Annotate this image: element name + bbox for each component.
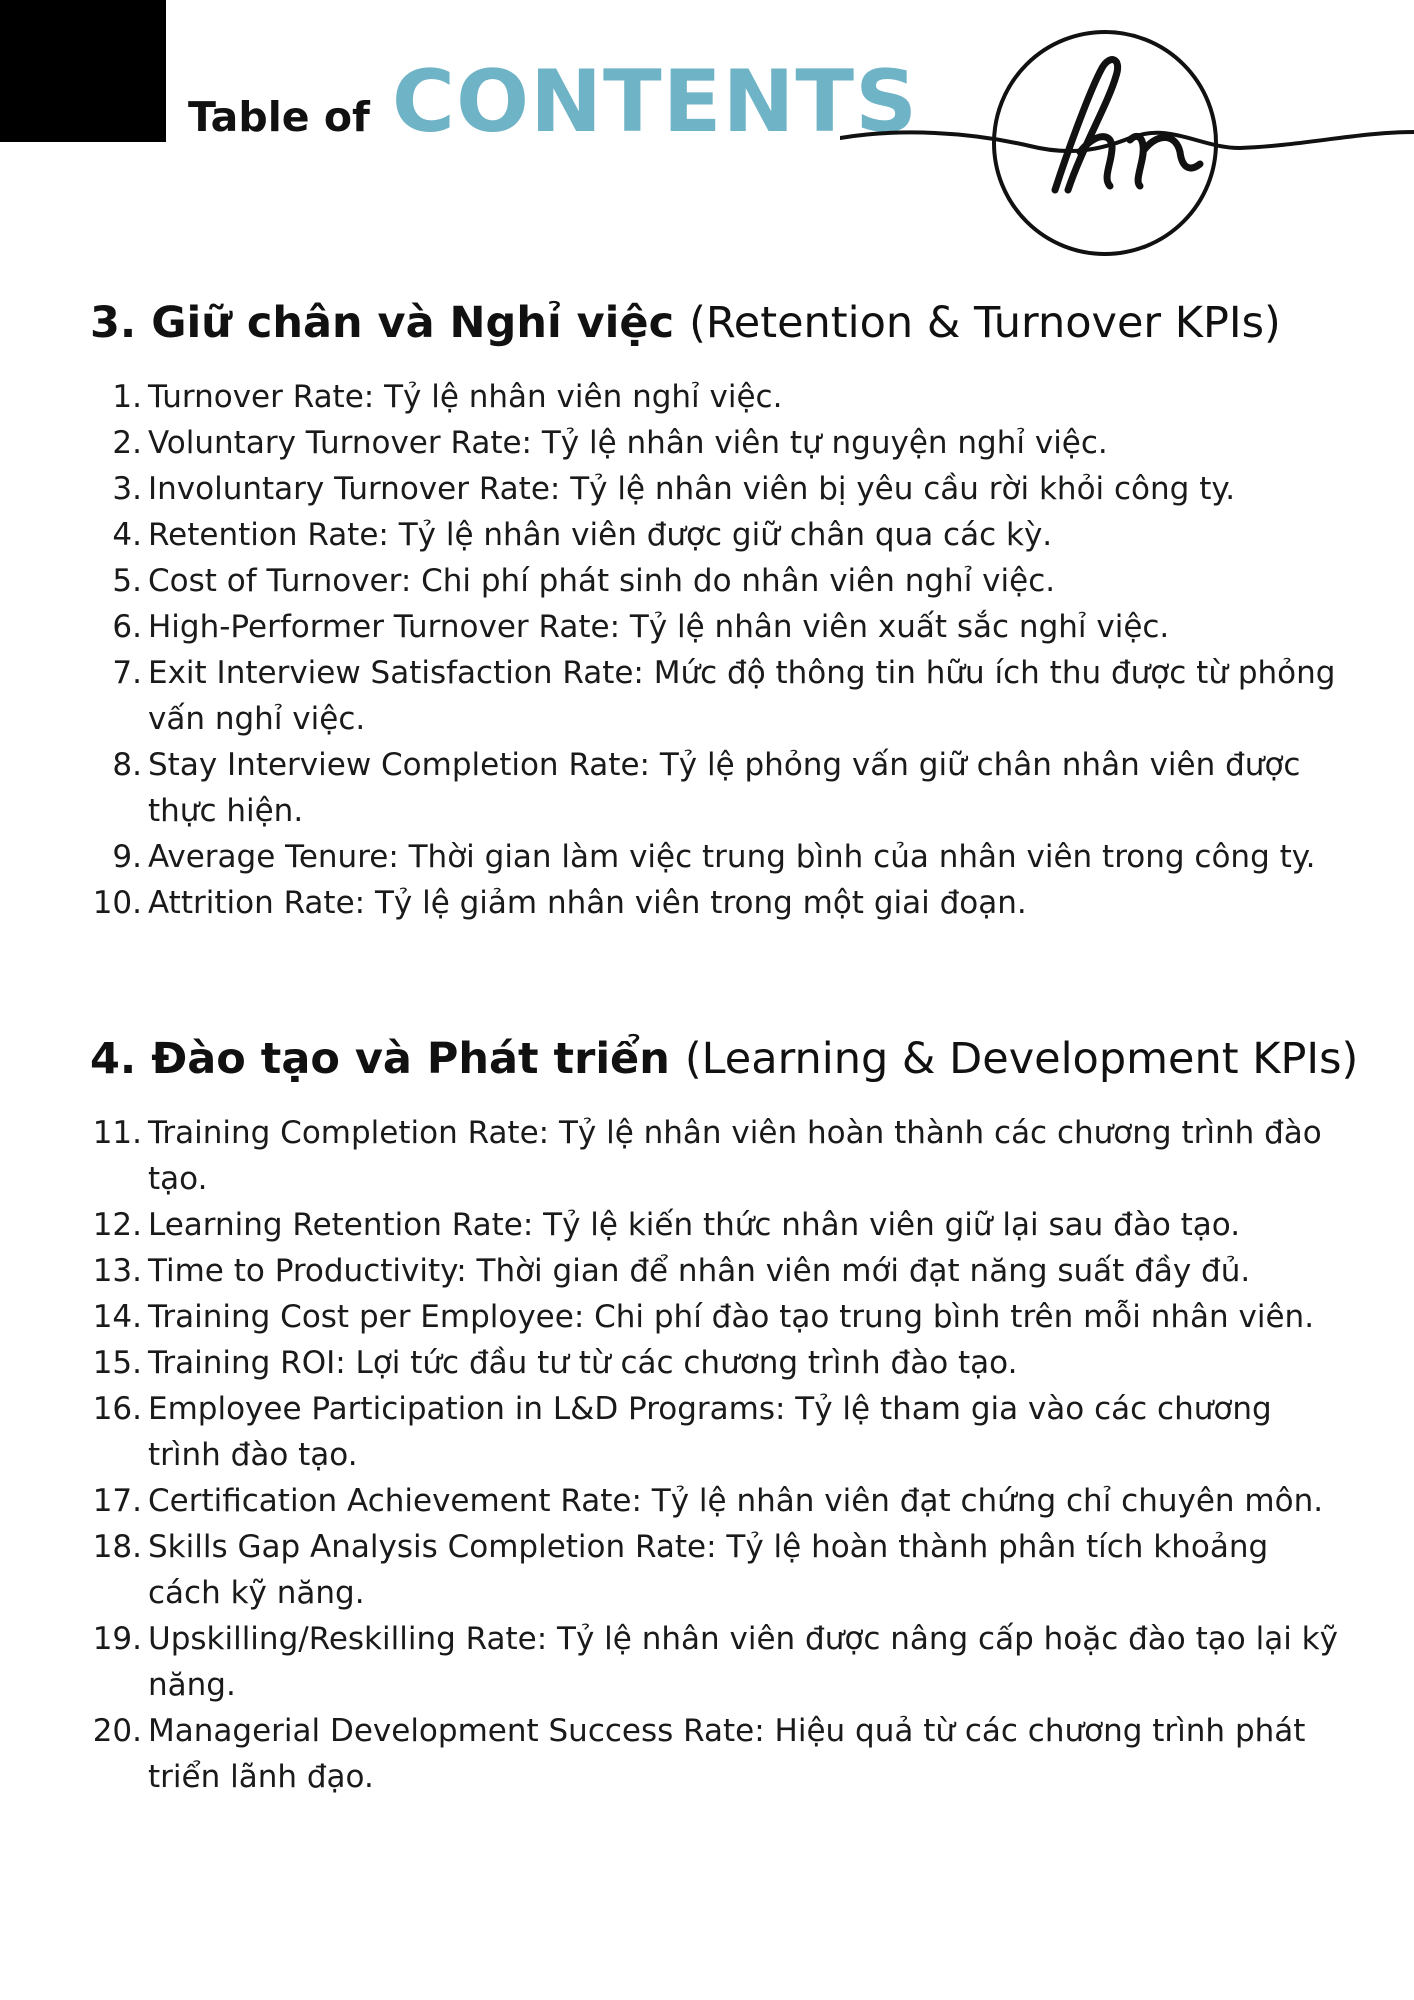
item-number: 10. [92,884,142,921]
list-item [90,1294,1340,1340]
list-item [90,650,1340,742]
item-text: Upskilling/Reskilling Rate: Tỷ lệ nhân viên được nâng cấp hoặc đào tạo lại kỹ năng. [148,1620,1338,1703]
list-item [90,880,1340,926]
kpi-list [90,1110,1340,1800]
item-number: 11. [92,1114,142,1151]
item-number: 16. [92,1390,142,1427]
item-text: Managerial Development Success Rate: Hiệu quả từ các chương trình phát triển lãnh đạo. [148,1712,1306,1795]
item-number: 6. [112,608,142,645]
list-item [90,512,1340,558]
item-number: 19. [92,1620,142,1657]
item-text: Average Tenure: Thời gian làm việc trung bình của nhân viên trong công ty. [148,838,1316,875]
item-text: Learning Retention Rate: Tỷ lệ kiến thức nhân viên giữ lại sau đào tạo. [148,1206,1241,1243]
section-title-vn: 3. Giữ chân và Nghỉ việc [90,298,675,348]
item-number: 14. [92,1298,142,1335]
item-text: Voluntary Turnover Rate: Tỷ lệ nhân viên tự nguyện nghỉ việc. [148,424,1108,461]
item-text: High-Performer Turnover Rate: Tỷ lệ nhân viên xuất sắc nghỉ việc. [148,608,1170,645]
list-item [90,1248,1340,1294]
section-title-en: (Learning & Development KPIs) [684,1034,1359,1084]
item-number: 7. [112,654,142,691]
list-item [90,466,1340,512]
section-learning [90,1032,1359,1800]
item-text: Certification Achievement Rate: Tỷ lệ nhân viên đạt chứng chỉ chuyên môn. [148,1482,1324,1519]
section-title-vn: 4. Đào tạo và Phát triển [90,1034,670,1084]
item-number: 8. [112,746,142,783]
item-number: 4. [112,516,142,553]
list-item [90,1616,1340,1708]
list-item [90,1202,1340,1248]
hr-logo [840,20,1414,270]
item-text: Employee Participation in L&D Programs: Tỷ lệ tham gia vào các chương trình đào tạo. [148,1390,1272,1473]
list-item [90,1708,1340,1800]
item-text: Training Cost per Employee: Chi phí đào tạo trung bình trên mỗi nhân viên. [148,1298,1315,1335]
title-main: CONTENTS [391,52,919,152]
list-item [90,558,1340,604]
item-number: 20. [92,1712,142,1749]
list-item [90,374,1340,420]
item-number: 5. [112,562,142,599]
item-text: Attrition Rate: Tỷ lệ giảm nhân viên trong một giai đoạn. [148,884,1027,921]
section-retention [90,296,1340,926]
section-title-en: (Retention & Turnover KPIs) [689,298,1281,348]
corner-block [0,0,166,142]
item-text: Retention Rate: Tỷ lệ nhân viên được giữ chân qua các kỳ. [148,516,1053,553]
item-text: Training Completion Rate: Tỷ lệ nhân viên hoàn thành các chương trình đào tạo. [148,1114,1322,1197]
item-number: 1. [112,378,142,415]
list-item [90,1478,1340,1524]
list-item [90,1524,1340,1616]
item-number: 9. [112,838,142,875]
item-text: Time to Productivity: Thời gian để nhân viên mới đạt năng suất đầy đủ. [148,1252,1251,1289]
list-item [90,1340,1340,1386]
item-text: Training ROI: Lợi tức đầu tư từ các chương trình đào tạo. [148,1344,1018,1381]
section-title [90,1032,1359,1088]
list-item [90,420,1340,466]
item-number: 2. [112,424,142,461]
item-number: 17. [92,1482,142,1519]
title-prefix: Table of [188,93,370,141]
item-text: Stay Interview Completion Rate: Tỷ lệ phỏng vấn giữ chân nhân viên được thực hiện. [148,746,1301,829]
item-number: 13. [92,1252,142,1289]
list-item [90,1386,1340,1478]
item-text: Exit Interview Satisfaction Rate: Mức độ thông tin hữu ích thu được từ phỏng vấn nghỉ việc. [148,654,1336,737]
item-text: Involuntary Turnover Rate: Tỷ lệ nhân viên bị yêu cầu rời khỏi công ty. [148,470,1236,507]
item-number: 12. [92,1206,142,1243]
item-number: 15. [92,1344,142,1381]
item-text: Cost of Turnover: Chi phí phát sinh do nhân viên nghỉ việc. [148,562,1056,599]
list-item [90,604,1340,650]
item-text: Turnover Rate: Tỷ lệ nhân viên nghỉ việc. [148,378,783,415]
item-number: 18. [92,1528,142,1565]
list-item [90,1110,1340,1202]
page-title [188,52,918,162]
section-title [90,296,1340,352]
item-text: Skills Gap Analysis Completion Rate: Tỷ lệ hoàn thành phân tích khoảng cách kỹ năng. [148,1528,1269,1611]
item-number: 3. [112,470,142,507]
list-item [90,834,1340,880]
kpi-list [90,374,1340,926]
list-item [90,742,1340,834]
